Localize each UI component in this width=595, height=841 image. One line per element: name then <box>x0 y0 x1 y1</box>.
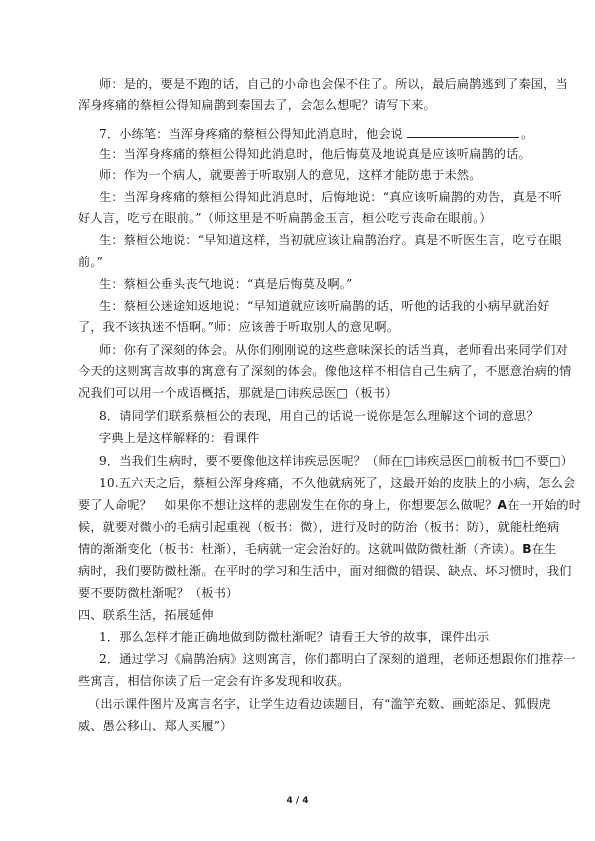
text-line: 浑身疼痛的蔡桓公得知扁鹊到秦国去了，会怎么想呢？请写下来。 <box>78 98 436 112</box>
text-line: 师：你有了深刻的体会。从你们刚刚说的这些意味深长的话当真，老师看出来同学们对 <box>99 343 568 357</box>
text-line: 威、愚公移山、郑人买履”） <box>78 719 233 733</box>
text-line: 2．通过学习《扁鹊治病》这则寓言，你们都明白了深刻的道理，老师还想跟你们推荐一 <box>99 652 576 666</box>
text-line: 9．当我们生病时，要不要像他这样讳疾忌医呢？（师在□讳疾忌医□前板书□不要□） <box>99 454 574 468</box>
text-line: 今天的这则寓言故事的寓意有了深刻的体会。像他这样不相信自己生病了，不愿意治病的情 <box>78 364 572 378</box>
label-b: B <box>522 542 532 556</box>
text-line: 候，就要对微小的毛病引起重视（板书：微），进行及时的防治（板书：防），就能杜绝病 <box>78 520 560 534</box>
text-line-with-label-b <box>78 542 556 557</box>
text-line: 生：蔡桓公地说：“早知道这样，当初就应该让扁鹊治疗。真是不听医生言，吃亏在眼 <box>99 233 562 247</box>
section-heading: 四、联系生活，拓展延伸 <box>78 608 214 622</box>
text-line: 些寓言，相信你读了后一定会有许多发现和收获。 <box>78 674 350 688</box>
label-a: A <box>497 498 508 512</box>
text-line: 了，我不该执迷不悟啊。”师：应该善于听取别人的意见啊。 <box>78 320 400 334</box>
text-line: 生：当浑身疼痛的蔡桓公得知此消息时，他后悔莫及地说真是应该听扁鹊的话。 <box>99 147 531 161</box>
text-line-with-label-a <box>78 498 581 513</box>
text-line: 师：作为一个病人，就要善于听取别人的意见，这样才能防患于未然。 <box>99 168 482 182</box>
text-line: 师：是的，要是不跑的话，自己的小命也会保不住了。所以，最后扁鹊逃到了秦国，当 <box>99 77 568 91</box>
text-line: 况我们可以用一个成语概括，那就是□讳疾忌医□（板书） <box>78 386 398 400</box>
text-segment: 在一开始的时 <box>507 498 582 512</box>
text-line: 1．那么怎样才能正确地做到防微杜渐呢？请看王大爷的故事，课件出示 <box>99 630 490 644</box>
exercise-prompt-line <box>99 125 533 142</box>
page-number: 4 / 4 <box>286 796 309 806</box>
text-line: 要不要防微杜渐呢？（板书） <box>78 586 239 600</box>
text-line: 8．请同学们联系蔡桓公的表现，用自己的话说一说你是怎么理解这个词的意思？ <box>99 409 539 423</box>
text-line: 字典上是这样解释的：看课件 <box>99 431 260 445</box>
text-segment: 要了人命呢？ 如果你不想让这样的悲剧发生在你的身上，你想要怎么做呢？ <box>78 498 498 512</box>
text-line: （出示课件图片及寓言名字，让学生边看边读题目，有“滥竽充数、画蛇添足、狐假虎 <box>88 697 551 711</box>
text-line: 生：当浑身疼痛的蔡桓公得知此消息时，后悔地说：“真应该听扁鹊的劝告，真是不听 <box>99 190 562 204</box>
text-line: 好人言，吃亏在眼前。”（师这里是不听扁鹊金玉言，桓公吃亏丧命在眼前。） <box>78 211 492 225</box>
text-line: 病时，我们要防微杜渐。在平时的学习和生活中，面对细微的错误、缺点、坏习惯时，我们 <box>78 564 572 578</box>
text-line: 生：蔡桓公垂头丧气地说：“真是后悔莫及啊。” <box>99 277 353 291</box>
text-line: 10.五六天之后，蔡桓公浑身疼痛，不久他就病死了，这最开始的皮肤上的小病，怎么会 <box>99 476 576 490</box>
prompt-period: 。 <box>521 127 534 141</box>
exercise-prompt: 7．小练笔：当浑身疼痛的蔡桓公得知此消息时，他会说 <box>99 127 404 141</box>
text-segment: 情的渐渐变化（板书：杜渐），毛病就一定会治好的。这就叫做防微杜渐（齐读）。 <box>78 542 523 556</box>
answer-blank <box>407 125 519 138</box>
text-line: 前。” <box>78 255 103 269</box>
text-segment: 在生 <box>531 542 557 556</box>
text-line: 生：蔡桓公迷途知返地说：“早知道就应该听扁鹊的话，听他的话我的小病早就治好 <box>99 299 550 313</box>
